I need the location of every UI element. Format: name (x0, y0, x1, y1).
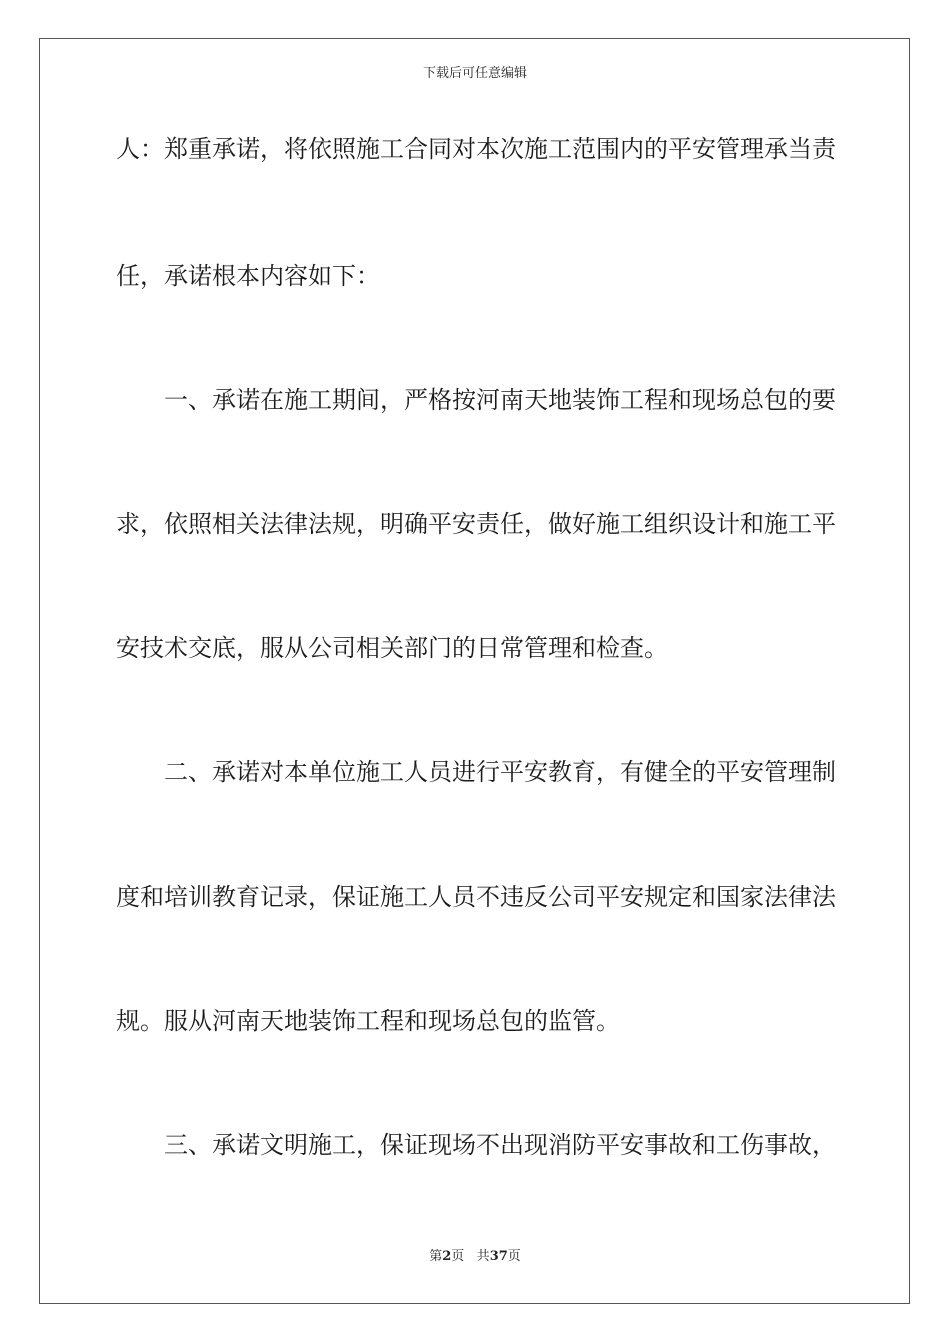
total-pages: 37 (489, 1249, 508, 1264)
footer-total-suffix: 页 (507, 1249, 521, 1264)
page-number: 2 (442, 1249, 452, 1264)
body-line-4: 求，依照相关法律法规，明确平安责任，做好施工组织设计和施工平 (116, 510, 836, 538)
body-line-6: 二、承诺对本单位施工人员进行平安教育，有健全的平安管理制 (164, 758, 836, 786)
footer-prefix: 第 (429, 1249, 443, 1264)
body-line-7: 度和培训教育记录，保证施工人员不违反公司平安规定和国家法律法 (116, 883, 836, 911)
body-line-2: 任，承诺根本内容如下： (116, 262, 380, 290)
body-line-8: 规。服从河南天地装饰工程和现场总包的监管。 (116, 1007, 620, 1035)
body-line-5: 安技术交底，服从公司相关部门的日常管理和检查。 (116, 634, 668, 662)
body-line-1: 人：郑重承诺，将依照施工合同对本次施工范围内的平安管理承当责 (116, 135, 836, 163)
page-border (39, 38, 910, 1304)
footer-total-prefix: 共 (476, 1249, 490, 1264)
page-footer (0, 1249, 950, 1265)
footer-page-suffix: 页 (451, 1249, 465, 1264)
body-line-9: 三、承诺文明施工，保证现场不出现消防平安事故和工伤事故， (164, 1131, 836, 1159)
page-header: 下载后可任意编辑 (422, 66, 527, 81)
body-line-3: 一、承诺在施工期间，严格按河南天地装饰工程和现场总包的要 (164, 386, 836, 414)
